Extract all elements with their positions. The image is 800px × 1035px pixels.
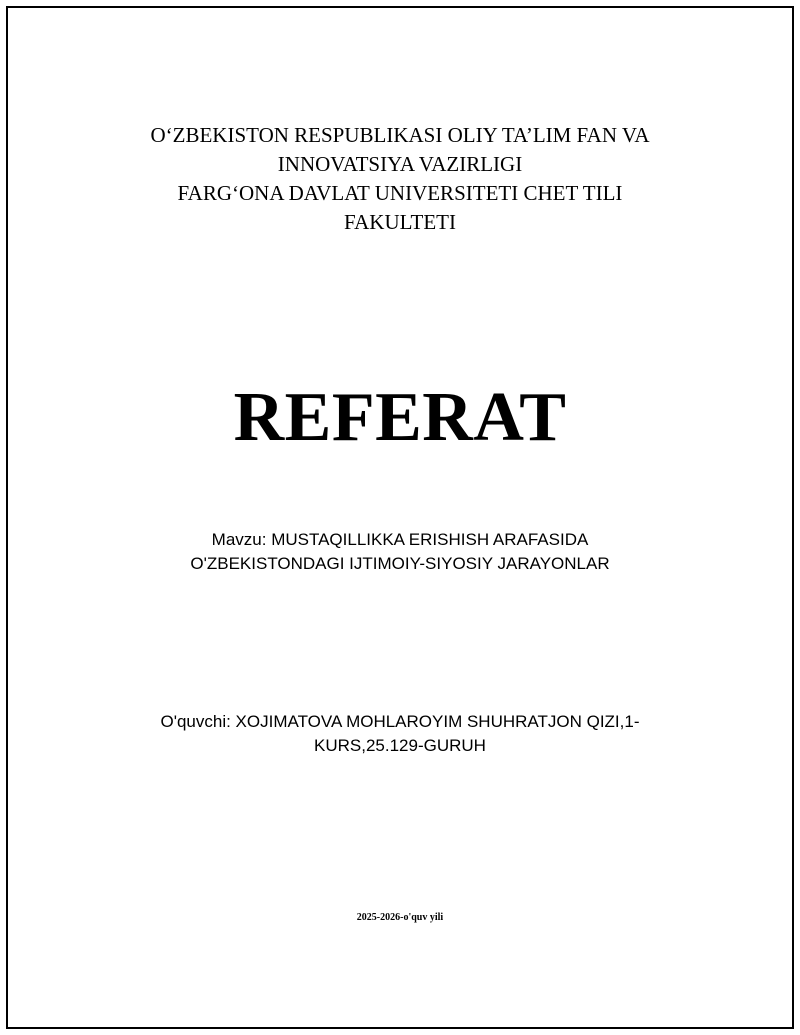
topic-block bbox=[0, 528, 800, 576]
header-line: O‘ZBEKISTON RESPUBLIKASI OLIY TA’LIM FAN VA bbox=[150, 123, 650, 147]
institution-header bbox=[0, 121, 800, 237]
student-block bbox=[0, 710, 800, 758]
student-line: KURS,25.129-GURUH bbox=[314, 736, 486, 755]
header-line: INNOVATSIYA VAZIRLIGI bbox=[277, 152, 523, 176]
document-title: REFERAT bbox=[233, 379, 567, 456]
topic-line: Mavzu: MUSTAQILLIKKA ERISHISH ARAFASIDA bbox=[211, 530, 589, 549]
student-line: O'quvchi: XOJIMATOVA MOHLAROYIM SHUHRATJON QIZI,1- bbox=[160, 712, 640, 731]
topic-line: O'ZBEKISTONDAGI IJTIMOIY-SIYOSIY JARAYONLAR bbox=[190, 554, 610, 573]
header-line: FARG‘ONA DAVLAT UNIVERSITETI CHET TILI bbox=[177, 181, 623, 205]
academic-year: 2025-2026-o'quv yili bbox=[356, 912, 444, 923]
header-line: FAKULTETI bbox=[344, 210, 456, 234]
